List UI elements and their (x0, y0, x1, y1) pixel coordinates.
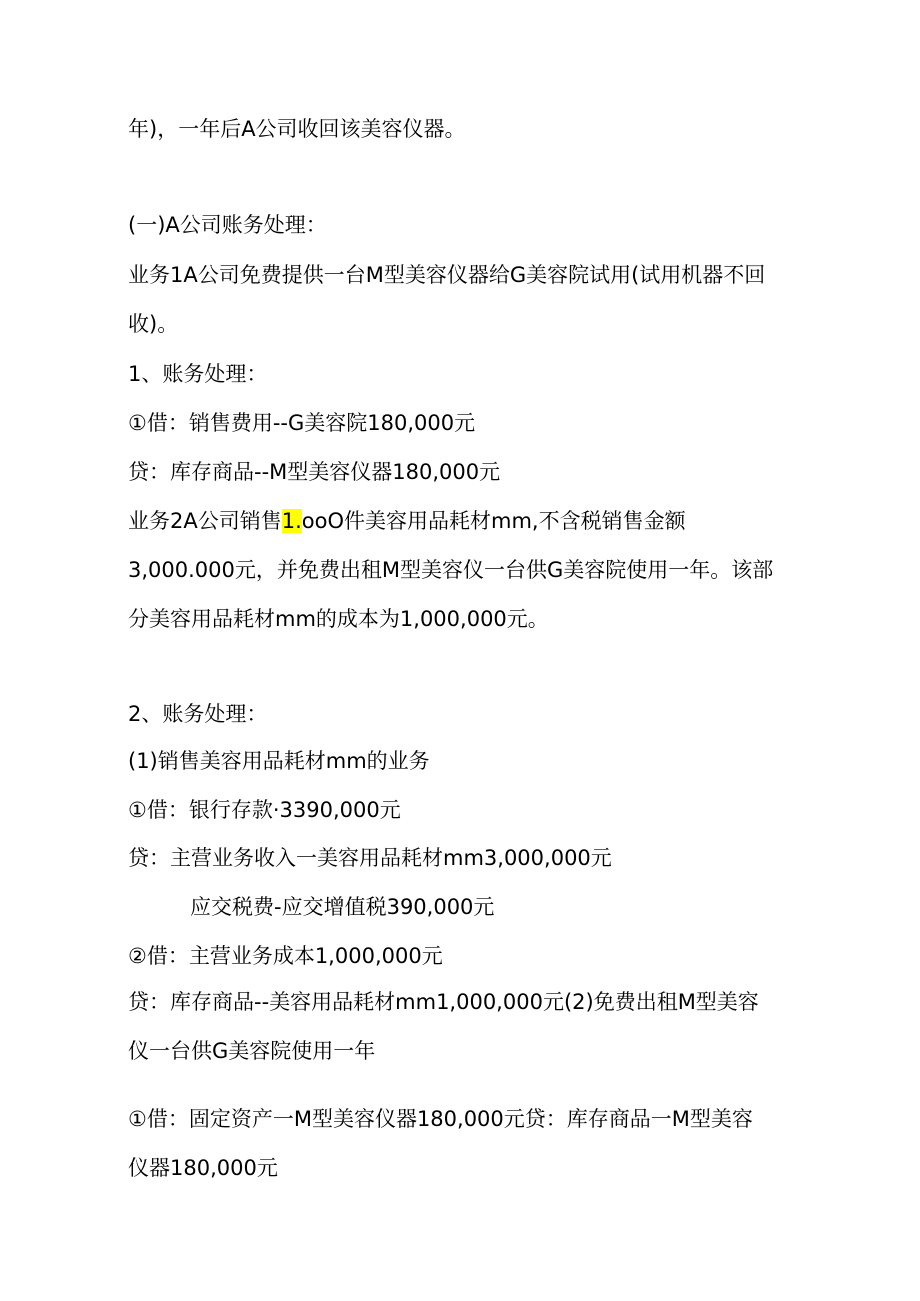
entry-credit-inventory-device: 仪器180,000元 (128, 1156, 278, 1180)
entry-credit-vat: 应交税费-应交增值税390,000元 (190, 895, 495, 919)
entry-debit-fixed-assets: ①借：固定资产一M型美容仪器180,000元贷：库存商品一M型美容 (128, 1107, 753, 1131)
highlighted-text: 1. (281, 509, 302, 533)
business-2-before: 业务2A公司销售 (128, 509, 282, 533)
text-line-1: 年)，一年后A公司收回该美容仪器。 (128, 117, 466, 141)
subheading-sales: (1)销售美容用品耗材mm的业务 (128, 749, 430, 773)
text-line-business-2-cont: 3,000.000元，并免费出租M型美容仪一台供G美容院使用一年。该部 (128, 558, 774, 582)
section-heading-accounting-2: 2、账务处理： (128, 702, 268, 726)
entry-debit-sales-expense: ①借：销售费用--G美容院180,000元 (128, 411, 476, 435)
text-line-business-1-cont: 收)。 (128, 312, 179, 336)
text-line-business-2-cost: 分美容用品耗材mm的成本为1,000,000元。 (128, 607, 549, 631)
entry-credit-inventory-materials: 贷：库存商品--美容用品耗材mm1,000,000元(2)免费出租M型美容 (128, 990, 759, 1014)
text-line-business-1: 业务1A公司免费提供一台M型美容仪器给G美容院试用(试用机器不回 (128, 263, 766, 287)
section-heading-a-company: (一)A公司账务处理： (128, 213, 327, 237)
entry-credit-main-revenue: 贷：主营业务收入一美容用品耗材mm3,000,000元 (128, 846, 612, 870)
text-line-rental: 仪一台供G美容院使用一年 (128, 1039, 376, 1063)
text-line-business-2 (128, 506, 686, 536)
business-2-after: ooO件美容用品耗材mm,不含税销售金额 (301, 509, 686, 533)
section-heading-accounting-1: 1、账务处理： (128, 362, 268, 386)
entry-credit-inventory: 贷：库存商品--M型美容仪器180,000元 (128, 460, 501, 484)
entry-debit-bank-deposit: ①借：银行存款·3390,000元 (128, 798, 401, 822)
entry-debit-main-cost: ②借：主营业务成本1,000,000元 (128, 944, 443, 968)
